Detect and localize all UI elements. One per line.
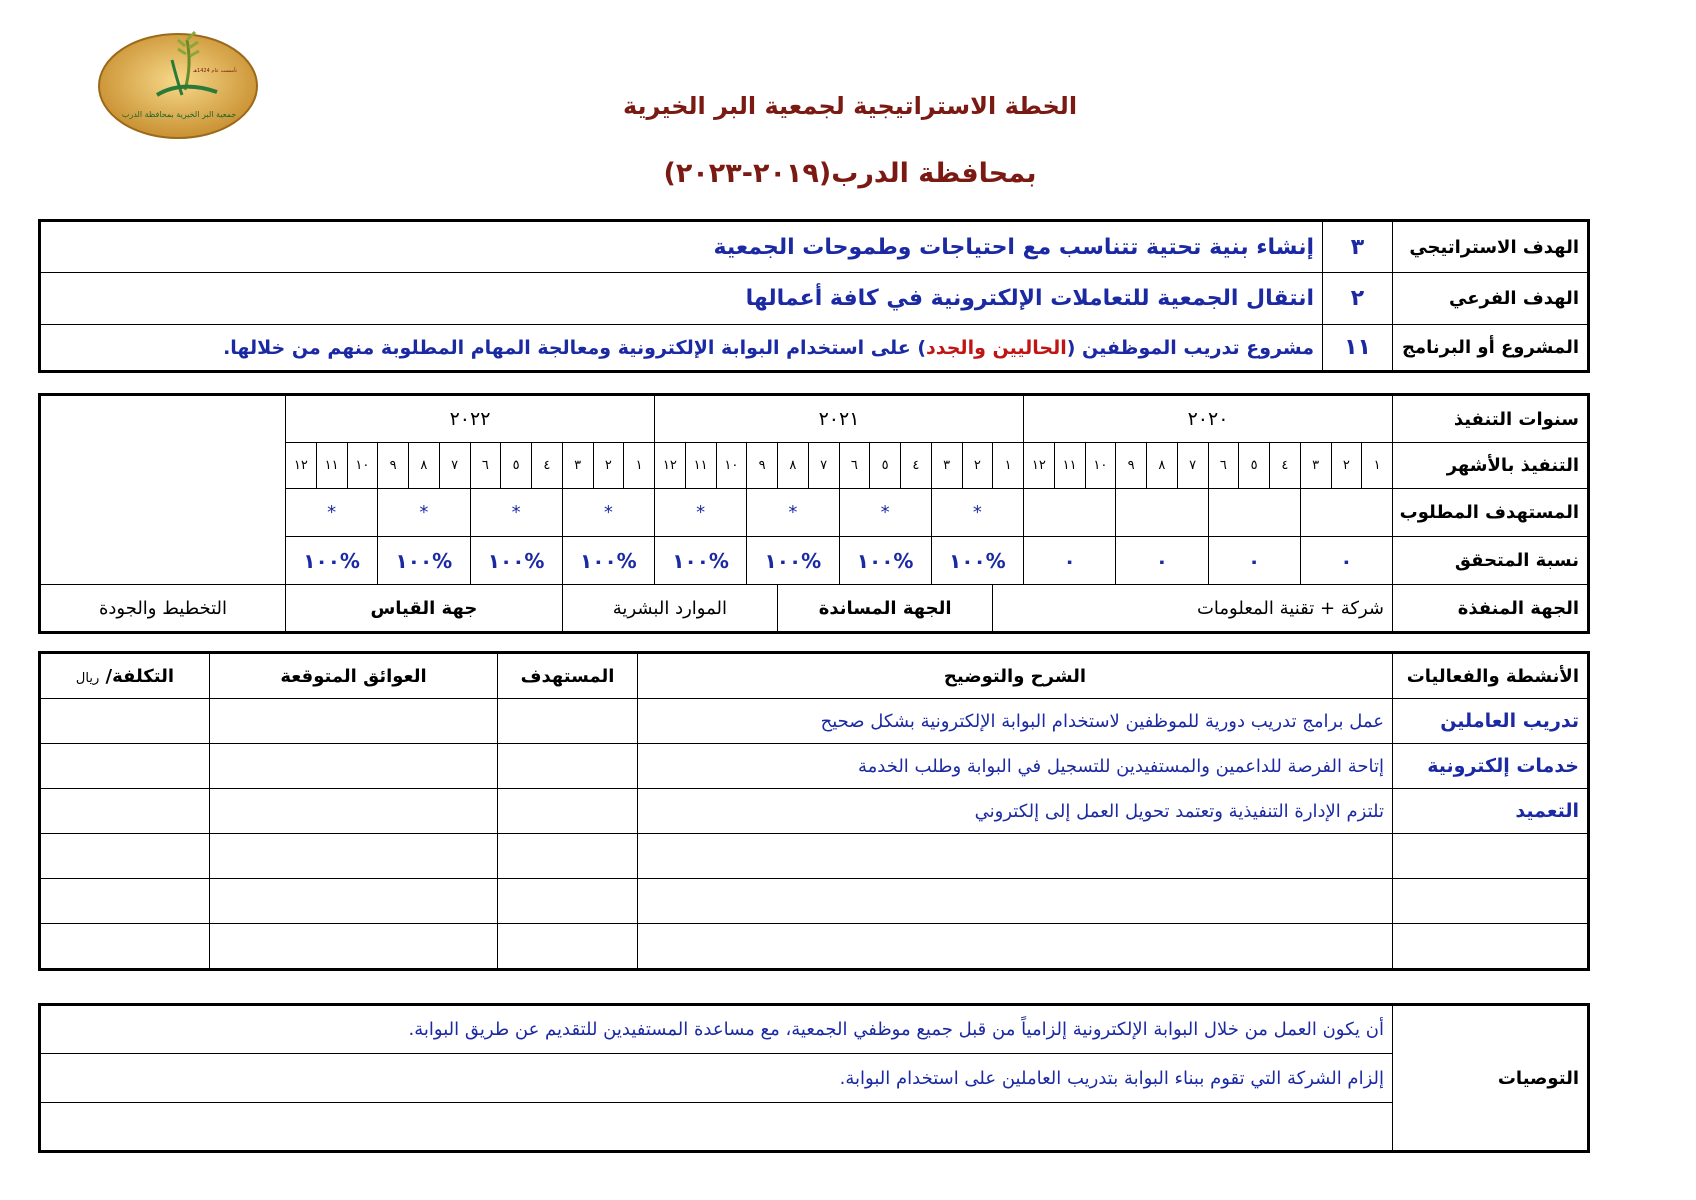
page-subtitle: بمحافظة الدرب(٢٠١٩-٢٠٢٣) bbox=[663, 158, 1037, 189]
month-cell: ٦ bbox=[1208, 443, 1239, 489]
activity-obstacles bbox=[210, 879, 498, 924]
activity-row bbox=[40, 699, 1589, 744]
achieved-quarter-cell: %١٠٠ bbox=[655, 537, 747, 585]
page-title: الخطة الاستراتيجية لجمعية البر الخيرية bbox=[622, 92, 1078, 120]
month-cell: ٨ bbox=[778, 443, 809, 489]
target-quarter-cell: * bbox=[286, 489, 378, 537]
activity-cost bbox=[40, 699, 210, 744]
activity-obstacles bbox=[210, 789, 498, 834]
month-cell: ٢ bbox=[593, 443, 624, 489]
year-header: ٢٠٢٠ bbox=[1024, 395, 1393, 443]
month-cell: ١ bbox=[993, 443, 1024, 489]
month-cell: ٥ bbox=[501, 443, 532, 489]
month-cell: ٤ bbox=[1270, 443, 1301, 489]
target-quarter-cell bbox=[1116, 489, 1208, 537]
activity-name: تدريب العاملين bbox=[1393, 699, 1589, 744]
month-cell: ٧ bbox=[808, 443, 839, 489]
activity-cost bbox=[40, 924, 210, 970]
activity-row bbox=[40, 879, 1589, 924]
target-label: المستهدف المطلوب bbox=[1393, 489, 1589, 537]
recommendations-label: التوصيات bbox=[1393, 1005, 1589, 1152]
month-cell: ١١ bbox=[685, 443, 716, 489]
month-cell: ١ bbox=[1362, 443, 1393, 489]
cost-header: التكلفة/ ريال bbox=[40, 653, 210, 699]
month-cell: ١ bbox=[624, 443, 655, 489]
activity-name bbox=[1393, 924, 1589, 970]
years-label: سنوات التنفيذ bbox=[1393, 395, 1589, 443]
project-number: ١١ bbox=[1323, 325, 1393, 372]
executing-body-value: شركة + تقنية المعلومات bbox=[993, 585, 1393, 633]
activity-target bbox=[498, 699, 638, 744]
activity-target bbox=[498, 789, 638, 834]
month-cell: ٩ bbox=[1116, 443, 1147, 489]
activity-cost bbox=[40, 834, 210, 879]
achieved-quarter-cell: ٠ bbox=[1024, 537, 1116, 585]
sub-goal-label: الهدف الفرعي bbox=[1393, 273, 1589, 325]
target-quarter-cell: * bbox=[470, 489, 562, 537]
measurement-body-label: جهة القياس bbox=[286, 585, 563, 633]
activity-obstacles bbox=[210, 834, 498, 879]
month-cell: ٥ bbox=[870, 443, 901, 489]
target-quarter-cell: * bbox=[747, 489, 839, 537]
supporting-body-label: الجهة المساندة bbox=[778, 585, 993, 633]
activity-row bbox=[40, 744, 1589, 789]
svg-text:تأسست عام 1424هـ: تأسست عام 1424هـ bbox=[192, 68, 238, 74]
months-label: التنفيذ بالأشهر bbox=[1393, 443, 1589, 489]
target-quarter-cell: * bbox=[655, 489, 747, 537]
schedule-table bbox=[38, 393, 1590, 634]
month-cell: ٧ bbox=[1177, 443, 1208, 489]
target-quarter-cell bbox=[1024, 489, 1116, 537]
activity-explanation: عمل برامج تدريب دورية للموظفين لاستخدام البوابة الإلكترونية بشكل صحيح bbox=[638, 699, 1393, 744]
achieved-quarter-cell: ٠ bbox=[1300, 537, 1392, 585]
month-cell: ١١ bbox=[316, 443, 347, 489]
month-cell: ١٠ bbox=[1085, 443, 1116, 489]
svg-text:جمعية البر الخيرية بمحافظة الد: جمعية البر الخيرية بمحافظة الدرب bbox=[121, 110, 237, 119]
activity-row bbox=[40, 789, 1589, 834]
activity-obstacles bbox=[210, 699, 498, 744]
month-cell: ١٢ bbox=[1024, 443, 1055, 489]
month-cell: ٤ bbox=[901, 443, 932, 489]
project-text: مشروع تدريب الموظفين (الحاليين والجدد) على استخدام البوابة الإلكترونية ومعالجة المهام المطلوبة منهم من خلالها. bbox=[40, 325, 1323, 372]
target-quarter-cell bbox=[1300, 489, 1392, 537]
month-cell: ٥ bbox=[1239, 443, 1270, 489]
project-text-highlight: الحاليين والجدد bbox=[926, 336, 1067, 359]
activity-name: خدمات إلكترونية bbox=[1393, 744, 1589, 789]
month-cell: ٣ bbox=[562, 443, 593, 489]
activity-cost bbox=[40, 789, 210, 834]
month-cell: ٤ bbox=[532, 443, 563, 489]
activity-name: التعميد bbox=[1393, 789, 1589, 834]
achieved-quarter-cell: %١٠٠ bbox=[931, 537, 1023, 585]
activity-row bbox=[40, 834, 1589, 879]
achieved-quarter-cell: %١٠٠ bbox=[562, 537, 654, 585]
activity-name bbox=[1393, 879, 1589, 924]
year-header: ٢٠٢٢ bbox=[286, 395, 655, 443]
activities-table bbox=[38, 651, 1590, 971]
target-quarter-cell: * bbox=[839, 489, 931, 537]
month-cell: ٧ bbox=[439, 443, 470, 489]
activities-header: الأنشطة والفعاليات bbox=[1393, 653, 1589, 699]
executing-body-label: الجهة المنفذة bbox=[1393, 585, 1589, 633]
activity-explanation bbox=[638, 879, 1393, 924]
achieved-quarter-cell: %١٠٠ bbox=[747, 537, 839, 585]
activity-cost bbox=[40, 879, 210, 924]
strategic-goal-label: الهدف الاستراتيجي bbox=[1393, 221, 1589, 273]
activity-target bbox=[498, 744, 638, 789]
strategic-goal-number: ٣ bbox=[1323, 221, 1393, 273]
month-cell: ١٠ bbox=[716, 443, 747, 489]
recommendations-table bbox=[38, 1003, 1590, 1153]
achieved-quarter-cell: ٠ bbox=[1208, 537, 1300, 585]
month-cell: ٩ bbox=[378, 443, 409, 489]
activity-obstacles bbox=[210, 924, 498, 970]
activity-name bbox=[1393, 834, 1589, 879]
activity-obstacles bbox=[210, 744, 498, 789]
obstacles-header: العوائق المتوقعة bbox=[210, 653, 498, 699]
activity-row bbox=[40, 924, 1589, 970]
recommendation-item: إلزام الشركة التي تقوم ببناء البوابة بتدريب العاملين على استخدام البوابة. bbox=[40, 1054, 1393, 1103]
activity-explanation: إتاحة الفرصة للداعمين والمستفيدين للتسجيل في البوابة وطلب الخدمة bbox=[638, 744, 1393, 789]
target-quarter-cell bbox=[1208, 489, 1300, 537]
recommendation-item: أن يكون العمل من خلال البوابة الإلكترونية إلزامياً من قبل جميع موظفي الجمعية، مع مساعدة المستفيدين للتقديم عن طريق البوابة. bbox=[40, 1005, 1393, 1054]
activity-explanation bbox=[638, 834, 1393, 879]
target-quarter-cell: * bbox=[931, 489, 1023, 537]
month-cell: ٣ bbox=[931, 443, 962, 489]
supporting-body-value: الموارد البشرية bbox=[562, 585, 777, 633]
month-cell: ٢ bbox=[1331, 443, 1362, 489]
month-cell: ٨ bbox=[1147, 443, 1178, 489]
month-cell: ٦ bbox=[839, 443, 870, 489]
target-quarter-cell: * bbox=[562, 489, 654, 537]
sub-goal-number: ٢ bbox=[1323, 273, 1393, 325]
achieved-quarter-cell: %١٠٠ bbox=[378, 537, 470, 585]
recommendation-item bbox=[40, 1103, 1393, 1152]
target-quarter-cell: * bbox=[378, 489, 470, 537]
activity-target bbox=[498, 879, 638, 924]
association-logo bbox=[97, 20, 260, 142]
activity-cost bbox=[40, 744, 210, 789]
activity-target bbox=[498, 924, 638, 970]
year-header: ٢٠٢١ bbox=[655, 395, 1024, 443]
month-cell: ٦ bbox=[470, 443, 501, 489]
activity-target bbox=[498, 834, 638, 879]
month-cell: ١٠ bbox=[347, 443, 378, 489]
measurement-body-value: التخطيط والجودة bbox=[40, 585, 286, 633]
month-cell: ١٢ bbox=[655, 443, 686, 489]
month-cell: ٨ bbox=[409, 443, 440, 489]
achieved-quarter-cell: %١٠٠ bbox=[286, 537, 378, 585]
month-cell: ١٢ bbox=[286, 443, 317, 489]
month-cell: ٩ bbox=[747, 443, 778, 489]
activity-explanation: تلتزم الإدارة التنفيذية وتعتمد تحويل العمل إلى إلكتروني bbox=[638, 789, 1393, 834]
achieved-label: نسبة المتحقق bbox=[1393, 537, 1589, 585]
month-cell: ٣ bbox=[1300, 443, 1331, 489]
achieved-quarter-cell: %١٠٠ bbox=[470, 537, 562, 585]
project-label: المشروع أو البرنامج bbox=[1393, 325, 1589, 372]
month-cell: ١١ bbox=[1054, 443, 1085, 489]
sub-goal-text: انتقال الجمعية للتعاملات الإلكترونية في كافة أعمالها bbox=[40, 273, 1323, 325]
target-header: المستهدف bbox=[498, 653, 638, 699]
activity-explanation bbox=[638, 924, 1393, 970]
explanation-header: الشرح والتوضيح bbox=[638, 653, 1393, 699]
achieved-quarter-cell: %١٠٠ bbox=[839, 537, 931, 585]
strategic-goal-text: إنشاء بنية تحتية تتناسب مع احتياجات وطموحات الجمعية bbox=[40, 221, 1323, 273]
month-cell: ٢ bbox=[962, 443, 993, 489]
goals-table bbox=[38, 219, 1590, 373]
achieved-quarter-cell: ٠ bbox=[1116, 537, 1208, 585]
